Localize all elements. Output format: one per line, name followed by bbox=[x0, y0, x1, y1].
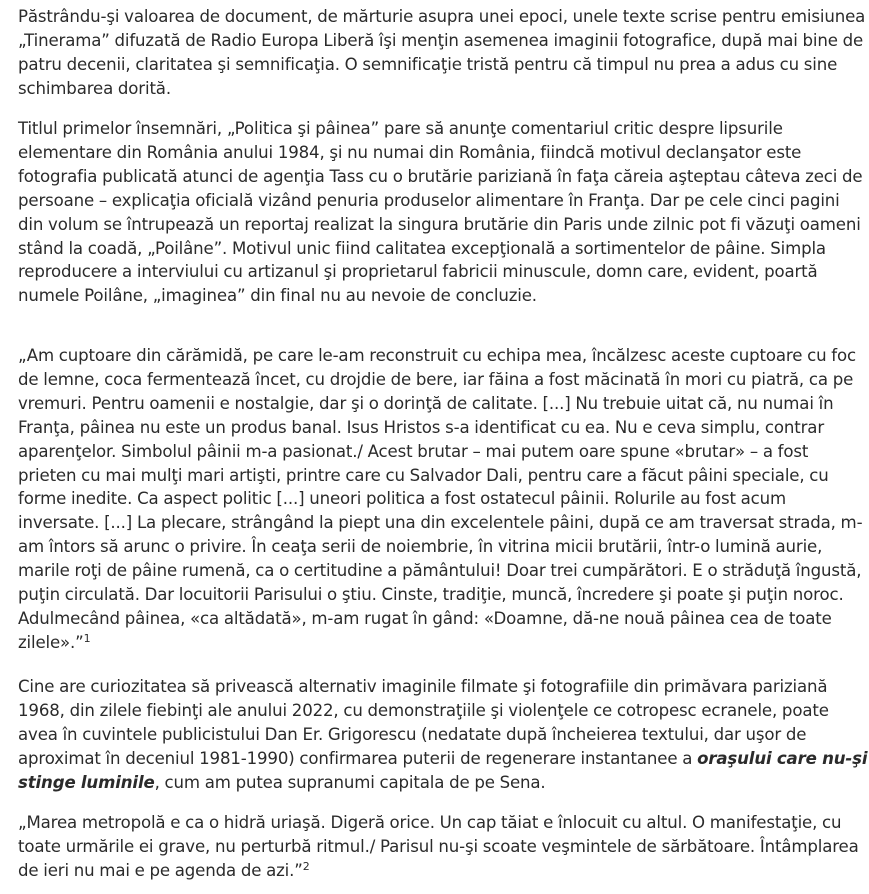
paragraph-3-text: „Am cuptoare din cărămidă, pe care le-am reconstruit cu echipa mea, încălzesc aceste cuptoare cu foc de lemne, coca fermentează încet, cu drojdie de bere, iar făina a fost măcinată în mori cu piatră, ca pe vremuri. Pentru oamenii e nostalgie, dar şi o dorinţă de calitate. [...] Nu trebuie uitat că, nu numai în Franţa, pâinea nu este un produs banal. Isus Hristos s-a identificat cu ea. Nu e ceva simplu, contrar aparenţelor. Simbolul pâinii m-a pasionat./ Acest brutar – mai putem oare spune «brutar» – a fost prieten cu mai mulţi mari artişti, printre care cu Salvador Dali, pentru care a făcut pâini speciale, cu forme inedite. Ca aspect politic [...] uneori politica a fost ostatecul pâinii. Rolurile au fost acum inversate. [...] La plecare, strângând la piept una din excelentele pâini, după ce am traversat strada, m-am întors să arunc o privire. În ceaţa serii de noiembrie, în vitrina micii brutării, într-o lumină aurie, marile roţi de pâine rumenă, ca o certitudine a pământului! Doar trei cumpărători. E o străduţă îngustă, puţin circulată. Dar locuitorii Parisului o ştiu. Cinste, tradiţie, muncă, încredere şi poate şi puţin noroc. Adulmecând pâinea, «ca altădată», m-am rugat în gând: «Doamne, dă-ne nouă pâinea cea de toate zilele».” bbox=[18, 346, 863, 652]
footnote-ref-2[interactable]: 2 bbox=[302, 859, 310, 873]
paragraph-5-text: „Marea metropolă e ca o hidră uriaşă. Digeră orice. Un cap tăiat e înlocuit cu altul. O manifestaţie, cu toate urmările ei grave, nu perturbă ritmul./ Parisul nu-şi scoate veşmintele de sărbătoare. Întâmplarea de ieri nu mai e pe agenda de azi.” bbox=[18, 813, 859, 880]
paragraph-2 bbox=[18, 117, 868, 308]
paragraph-1-text: Păstrându-şi valoarea de document, de mărturie asupra unei epoci, unele texte scrise pentru emisiunea „Tinerama” difuzată de Radio Europa Liberă îşi menţin asemenea imaginii fotografice, după mai bine de patru decenii, claritatea şi semnificaţia. O semnificaţie tristă pentru că timpul nu prea a adus cu sine schimbarea dorită. bbox=[18, 7, 866, 98]
paragraph-4-text-after: , cum am putea supranumi capitala de pe Sena. bbox=[154, 772, 546, 792]
paragraph-5-quote bbox=[18, 811, 868, 883]
paragraph-4 bbox=[18, 675, 868, 795]
paragraph-4-text-before: Cine are curiozitatea să privească alternativ imaginile filmate şi fotografiile din primăvara pariziană 1968, din zilele fiebinţi ale anului 2022, cu demonstraţiile şi violenţele ce cotropesc ecranele, poate avea în cuvintele publicistului Dan Er. Grigorescu (nedatate după încheierea textului, dar uşor de aproximat în deceniul 1981-1990) confirmarea puterii de regenerare instantanee a bbox=[18, 677, 829, 768]
paragraph-3-quote bbox=[18, 344, 868, 655]
paragraph-4-emphasis: oraşului care nu-şi stinge luminile bbox=[18, 748, 868, 792]
paragraph-1 bbox=[18, 5, 868, 101]
footnote-ref-1[interactable]: 1 bbox=[83, 631, 91, 645]
paragraph-2-text: Titlul primelor însemnări, „Politica şi pâinea” pare să anunţe comentariul critic despre lipsurile elementare din România anului 1984, şi nu numai din România, fiindcă motivul declanşator este fotografia publicată atunci de agenţia Tass cu o brutărie pariziană în faţa căreia aşteptau câteva zeci de persoane – explicaţia oficială vizând penuria produselor alimentare în Franţa. Dar pe cele cinci pagini din volum se întrupează un reportaj realizat la singura brutărie din Paris unde zilnic pot fi văzuţi oameni stând la coadă, „Poilâne”. Motivul unic fiind calitatea excepţională a sortimentelor de pâine. Simpla reproducere a interviului cu artizanul şi proprietarul fabricii minuscule, domn care, evident, poartă numele Poilâne, „imaginea” din final nu au nevoie de concluzie. bbox=[18, 119, 863, 306]
